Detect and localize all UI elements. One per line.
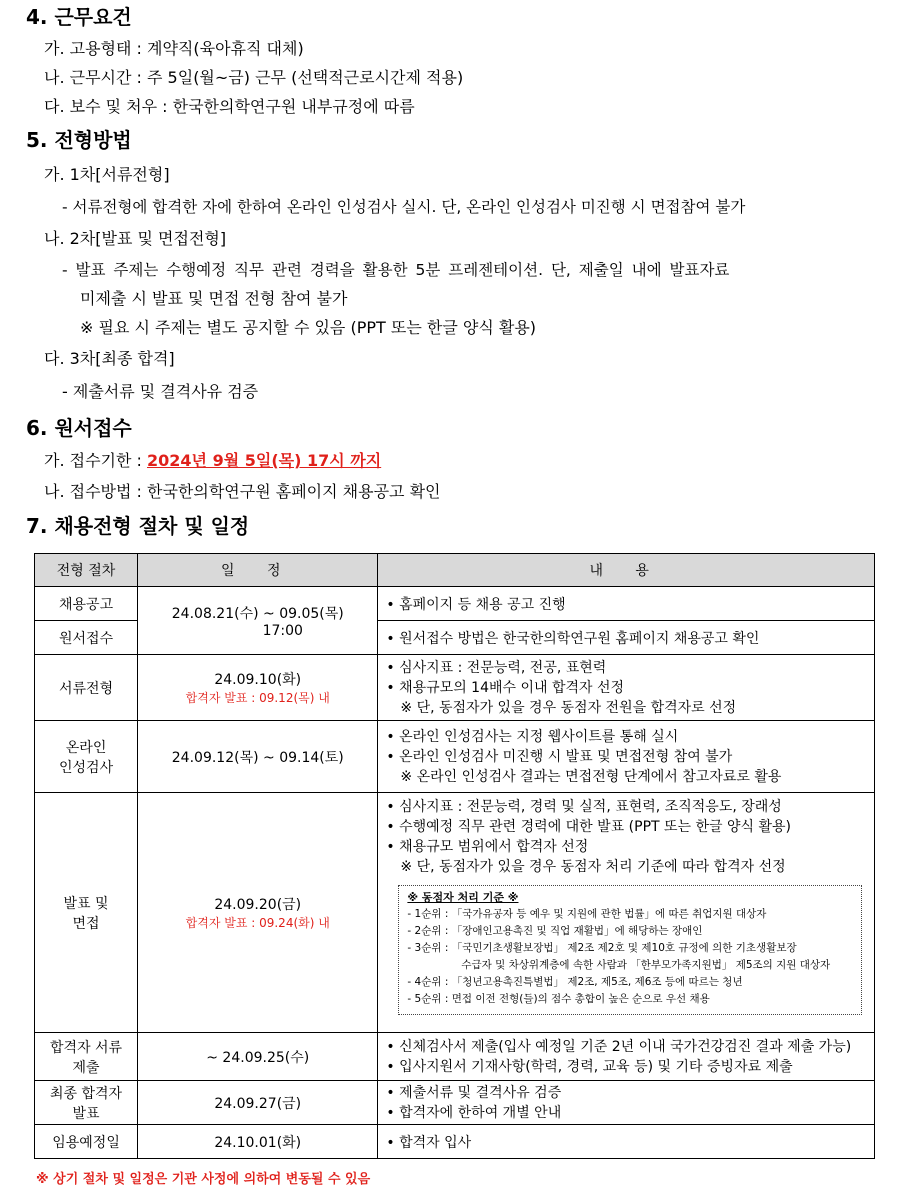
content-line: • 수행예정 직무 관련 경력에 대한 발표 (PPT 또는 한글 양식 활용): [386, 819, 792, 835]
application-deadline: [44, 450, 381, 472]
stage-2-title: 나. 2차[발표 및 면접전형]: [44, 229, 227, 248]
deadline-label: 가. 접수기한 :: [44, 451, 148, 470]
section-6-title: 6. 원서접수: [26, 416, 132, 440]
content-line: • 채용규모의 14배수 이내 합격자 선정: [386, 679, 625, 696]
step-line: 온라인: [65, 739, 107, 756]
step-cell: 채용공고: [35, 587, 138, 621]
work-condition-pay: 다. 보수 및 처우 : 한국한의학연구원 내부규정에 따름: [44, 97, 415, 116]
date-range: 24.08.21(수) ~ 09.05(목): [171, 605, 344, 622]
step-cell: 임용예정일: [35, 1125, 138, 1159]
content-line: • 제출서류 및 결격사유 검증: [386, 1084, 562, 1101]
date-cell: 24.09.12(목) ~ 09.14(토): [138, 721, 378, 793]
content-note: ※ 단, 동점자가 있을 경우 동점자 전원을 합격자로 선정: [400, 699, 737, 716]
section-5-title: 5. 전형방법: [26, 128, 132, 152]
work-condition-hours: 나. 근무시간 : 주 5일(월~금) 근무 (선택적근로시간제 적용): [44, 68, 464, 87]
content-cell: [378, 793, 875, 1033]
content-cell: • 합격자 입사: [378, 1125, 875, 1159]
announce-date: 합격자 발표 : 09.24(화) 내: [185, 916, 330, 930]
date-cell: [138, 655, 378, 721]
section-7-title: 7. 채용전형 절차 및 일정: [26, 514, 250, 538]
content-cell: [378, 1033, 875, 1081]
step-line: 합격자 서류: [50, 1039, 123, 1056]
table-row: [35, 1081, 875, 1125]
step-line: 발표 및: [63, 895, 109, 912]
date-value: 24.09.20(금): [214, 897, 302, 913]
stage-3-detail: - 제출서류 및 결격사유 검증: [62, 382, 259, 401]
tie-break-criteria-box: [398, 885, 862, 1015]
tie-break-title: ※ 동점자 처리 기준 ※: [407, 891, 519, 904]
work-condition-employment: 가. 고용형태 : 계약직(육아휴직 대체): [44, 39, 304, 58]
content-cell: [378, 655, 875, 721]
content-line: • 합격자에 한하여 개별 안내: [386, 1104, 562, 1121]
step-cell: 원서접수: [35, 621, 138, 655]
stage-1-detail: - 서류전형에 합격한 자에 한하여 온라인 인성검사 실시. 단, 온라인 인성검사 미진행 시 면접참여 불가: [62, 198, 746, 216]
date-value: 24.09.10(화): [214, 672, 302, 688]
content-line: • 온라인 인성검사는 지정 웹사이트를 통해 실시: [386, 728, 679, 745]
application-method: 나. 접수방법 : 한국한의학연구원 홈페이지 채용공고 확인: [44, 482, 441, 501]
table-row: [35, 721, 875, 793]
date-cell: 24.10.01(화): [138, 1125, 378, 1159]
content-note: ※ 온라인 인성검사 결과는 면접전형 단계에서 참고자료로 활용: [400, 768, 782, 785]
table-row: [35, 1033, 875, 1081]
content-line: • 채용규모 범위에서 합격자 선정: [386, 839, 589, 855]
content-line: • 심사지표 : 전문능력, 경력 및 실적, 표현력, 조직적응도, 장래성: [386, 799, 782, 815]
content-note: ※ 단, 동점자가 있을 경우 동점자 처리 기준에 따라 합격자 선정: [400, 859, 786, 875]
header-step: 전형 절차: [35, 554, 138, 587]
date-time: 17:00: [262, 622, 303, 639]
content-cell: • 홈페이지 등 채용 공고 진행: [378, 587, 875, 621]
stage-3-title: 다. 3차[최종 합격]: [44, 349, 175, 368]
stage-1-title: 가. 1차[서류전형]: [44, 165, 170, 184]
tie-break-item: - 1순위 : 「국가유공자 등 예우 및 지원에 관한 법률」에 따른 취업지원 대상자: [407, 908, 767, 920]
step-line: 면접: [72, 915, 100, 932]
content-line: • 온라인 인성검사 미진행 시 발표 및 면접전형 참여 불가: [386, 748, 733, 765]
step-cell: [35, 793, 138, 1033]
table-row: [35, 587, 875, 621]
date-cell: 24.09.27(금): [138, 1081, 378, 1125]
section-4-title: 4. 근무요건: [26, 5, 132, 29]
tie-break-item-cont: 수급자 및 차상위계층에 속한 사람과 「한부모가족지원법」 제5조의 지원 대상자: [461, 959, 831, 971]
content-cell: [378, 1081, 875, 1125]
step-cell: [35, 1081, 138, 1125]
table-row: [35, 1125, 875, 1159]
step-line: 발표: [72, 1105, 100, 1122]
stage-2-detail-line2: 미제출 시 발표 및 면접 전형 참여 불가: [80, 289, 348, 308]
table-header-row: [35, 554, 875, 587]
content-cell: [378, 721, 875, 793]
table-row: [35, 655, 875, 721]
content-line: • 입사지원서 기재사항(학력, 경력, 교육 등) 및 기타 증빙자료 제출: [386, 1058, 793, 1075]
date-cell: [138, 793, 378, 1033]
step-cell: [35, 721, 138, 793]
tie-break-item: - 4순위 : 「청년고용촉진특별법」 제2조, 제5조, 제6조 등에 따르는 청년: [407, 976, 743, 988]
schedule-footnote: ※ 상기 절차 및 일정은 기관 사정에 의하여 변동될 수 있음: [36, 1172, 371, 1187]
step-line: 인성검사: [59, 759, 114, 776]
announce-date: 합격자 발표 : 09.12(목) 내: [185, 691, 330, 705]
stage-2-detail-line1: - 발표 주제는 수행예정 직무 관련 경력을 활용한 5분 프레젠테이션. 단, 제출일 내에 발표자료: [62, 261, 730, 279]
step-line: 최종 합격자: [50, 1085, 123, 1102]
tie-break-item: - 3순위 : 「국민기초생활보장법」 제2조 제2호 및 제10호 규정에 의한 기초생활보장: [407, 942, 797, 954]
stage-2-note: ※ 필요 시 주제는 별도 공지할 수 있음 (PPT 또는 한글 양식 활용): [80, 318, 537, 337]
date-cell: [138, 587, 378, 655]
schedule-table: [34, 553, 875, 1159]
content-line: • 심사지표 : 전문능력, 전공, 표현력: [386, 659, 607, 676]
content-line: • 신체검사서 제출(입사 예정일 기준 2년 이내 국가건강검진 결과 제출 가능): [386, 1038, 852, 1055]
tie-break-item: - 5순위 : 면접 이전 전형(들)의 점수 총합이 높은 순으로 우선 채용: [407, 993, 710, 1005]
step-cell: [35, 1033, 138, 1081]
content-cell: • 원서접수 방법은 한국한의학연구원 홈페이지 채용공고 확인: [378, 621, 875, 655]
step-cell: 서류전형: [35, 655, 138, 721]
header-schedule: 일 정: [138, 554, 378, 587]
tie-break-item: - 2순위 : 「장애인고용촉진 및 직업 재활법」에 해당하는 장애인: [407, 925, 703, 937]
deadline-value: 2024년 9월 5일(목) 17시 까지: [147, 451, 382, 470]
date-cell: ~ 24.09.25(수): [138, 1033, 378, 1081]
header-content: 내 용: [378, 554, 875, 587]
table-row: [35, 793, 875, 1033]
step-line: 제출: [72, 1059, 100, 1076]
